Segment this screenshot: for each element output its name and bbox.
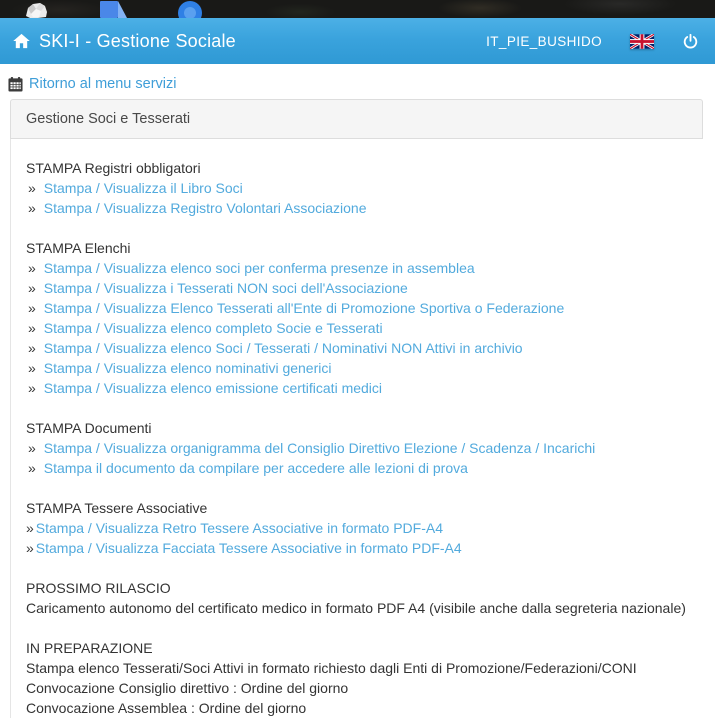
bullet-glyph: »	[28, 460, 36, 476]
menu-link[interactable]: Stampa il documento da compilare per accedere alle lezioni di prova	[43, 460, 468, 476]
info-line: Convocazione Assemblea : Ordine del giorno	[26, 700, 307, 716]
section-title: PROSSIMO RILASCIO	[26, 580, 171, 596]
menu-link-row	[26, 358, 703, 378]
menu-link-row	[26, 258, 703, 278]
bullet-glyph: »	[28, 280, 36, 296]
menu-link[interactable]: Stampa / Visualizza elenco soci per conferma presenze in assemblea	[43, 260, 475, 276]
section	[26, 418, 703, 478]
panel-heading: Gestione Soci e Tesserati	[10, 99, 703, 139]
menu-link[interactable]: Stampa / Visualizza i Tesserati NON soci dell'Associazione	[43, 280, 408, 296]
page-title: SKI-I - Gestione Sociale	[39, 30, 236, 51]
logout-power-icon[interactable]	[682, 33, 699, 50]
menu-link[interactable]: Stampa / Visualizza organigramma del Consiglio Direttivo Elezione / Scadenza / Incarichi	[43, 440, 596, 456]
menu-link-row	[26, 378, 703, 398]
menu-link-row	[26, 198, 703, 218]
bullet-glyph: »	[28, 180, 36, 196]
section	[26, 638, 703, 718]
uk-flag-icon[interactable]	[630, 34, 654, 49]
section	[26, 238, 703, 398]
section-title: STAMPA Documenti	[26, 420, 152, 436]
menu-link[interactable]: Stampa / Visualizza Retro Tessere Associative in formato PDF-A4	[35, 520, 444, 536]
bullet-glyph: »	[28, 300, 36, 316]
sections	[10, 139, 703, 718]
logged-in-user: IT_PIE_BUSHIDO	[486, 33, 602, 49]
menu-link[interactable]: Stampa / Visualizza elenco completo Socie e Tesserati	[43, 320, 383, 336]
section	[26, 498, 703, 558]
blue-file-icon	[100, 1, 127, 18]
desktop-background-strip	[0, 0, 715, 18]
menu-link-row	[26, 458, 703, 478]
crumpled-paper-icon	[24, 2, 49, 18]
bullet-glyph: »	[28, 360, 36, 376]
menu-link-row	[26, 538, 703, 558]
return-menu-row	[0, 64, 715, 99]
bullet-glyph: »	[26, 540, 34, 556]
bullet-glyph: »	[28, 340, 36, 356]
return-menu-link[interactable]: Ritorno al menu servizi	[29, 76, 177, 92]
app-header	[0, 18, 715, 64]
menu-link[interactable]: Stampa / Visualizza il Libro Soci	[43, 180, 243, 196]
menu-link[interactable]: Stampa / Visualizza elenco emissione certificati medici	[43, 380, 383, 396]
section	[26, 578, 703, 618]
menu-link-row	[26, 318, 703, 338]
bullet-glyph: »	[28, 380, 36, 396]
menu-link-row	[26, 438, 703, 458]
menu-link[interactable]: Stampa / Visualizza Registro Volontari Associazione	[43, 200, 367, 216]
menu-link[interactable]: Stampa / Visualizza Facciata Tessere Associative in formato PDF-A4	[35, 540, 462, 556]
home-icon[interactable]	[12, 32, 31, 50]
calendar-icon	[8, 77, 23, 92]
menu-link-row	[26, 338, 703, 358]
info-line: Stampa elenco Tesserati/Soci Attivi in formato richiesto dagli Enti di Promozione/Federazioni/CONI	[26, 660, 637, 676]
blue-circle-icon	[178, 1, 202, 18]
menu-link-row	[26, 518, 703, 538]
info-line: Caricamento autonomo del certificato medico in formato PDF A4 (visibile anche dalla segreteria nazionale)	[26, 600, 686, 616]
menu-link[interactable]: Stampa / Visualizza Elenco Tesserati all'Ente di Promozione Sportiva o Federazione	[43, 300, 565, 316]
menu-link-row	[26, 178, 703, 198]
menu-link-row	[26, 278, 703, 298]
bullet-glyph: »	[28, 440, 36, 456]
section-title: STAMPA Tessere Associative	[26, 500, 208, 516]
main-panel	[10, 99, 703, 718]
bullet-glyph: »	[28, 320, 36, 336]
section-title: STAMPA Registri obbligatori	[26, 160, 201, 176]
section-title: STAMPA Elenchi	[26, 240, 131, 256]
menu-link-row	[26, 298, 703, 318]
section-title: IN PREPARAZIONE	[26, 640, 153, 656]
menu-link[interactable]: Stampa / Visualizza elenco Soci / Tesserati / Nominativi NON Attivi in archivio	[43, 340, 523, 356]
bullet-glyph: »	[26, 520, 34, 536]
menu-link[interactable]: Stampa / Visualizza elenco nominativi generici	[43, 360, 332, 376]
bullet-glyph: »	[28, 260, 36, 276]
bullet-glyph: »	[28, 200, 36, 216]
info-line: Convocazione Consiglio direttivo : Ordine del giorno	[26, 680, 349, 696]
section	[26, 158, 703, 218]
